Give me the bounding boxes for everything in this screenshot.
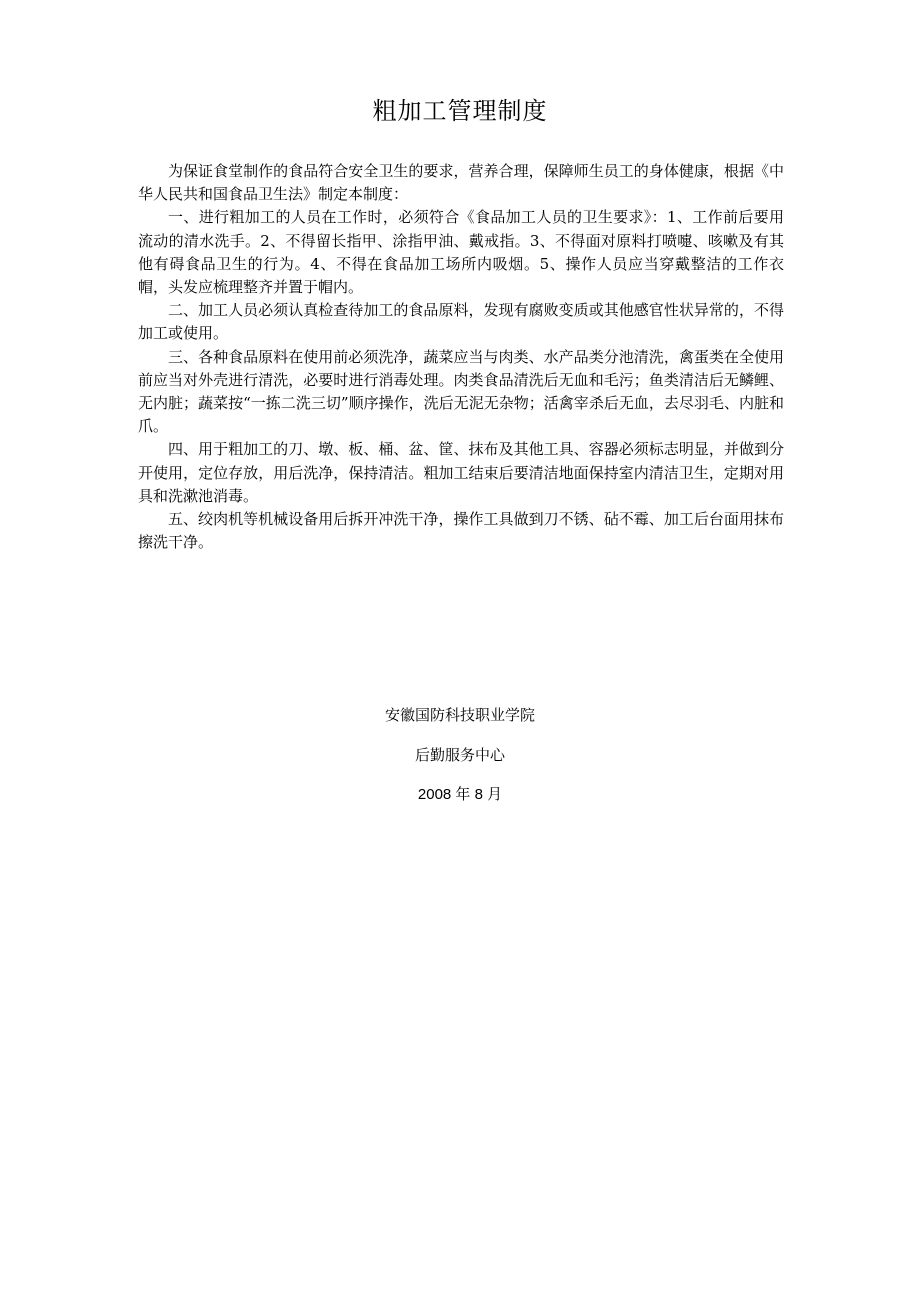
footer-date: 2008 年 8 月 bbox=[417, 786, 503, 803]
rule-paragraph-3: 三、各种食品原料在使用前必须洗净，蔬菜应当与肉类、水产品类分池清洗，禽蛋类在全使用前应当对外壳进行清洗，必要时进行消毒处理。肉类食品清洗后无血和毛污；鱼类清洁后无鳞鲤、无内脏；蔬菜按“一拣二洗三切”顺序操作，洗后无泥无杂物；活禽宰杀后无血，去尽羽毛、内脏和爪。 bbox=[138, 347, 784, 436]
footer-department: 后勤服务中心 bbox=[414, 746, 505, 764]
rule-paragraph-2: 二、加工人员必须认真检查待加工的食品原料，发现有腐败变质或其他感官性状异常的，不得加工或使用。 bbox=[138, 301, 784, 343]
document-title: 粗加工管理制度 bbox=[372, 97, 548, 125]
document-body bbox=[138, 160, 784, 554]
footer-organization: 安徽国防科技职业学院 bbox=[384, 706, 535, 724]
rule-paragraph-1: 一、进行粗加工的人员在工作时，必须符合《食品加工人员的卫生要求》：1、工作前后要用流动的清水洗手。2、不得留长指甲、涂指甲油、戴戒指。3、不得面对原料打喷嚏、咳嗽及有其他有碍食品卫生的行为。4、不得在食品加工场所内吸烟。5、操作人员应当穿戴整洁的工作衣帽，头发应梳理整齐并置于帽内。 bbox=[138, 208, 784, 297]
rule-paragraph-4: 四、用于粗加工的刀、墩、板、桶、盆、筐、抹布及其他工具、容器必须标志明显，并做到分开使用，定位存放，用后洗净，保持清洁。粗加工结束后要清洁地面保持室内清洁卫生，定期对用具和洗漱池消毒。 bbox=[138, 440, 784, 505]
rule-paragraph-5: 五、绞肉机等机械设备用后拆开冲洗干净，操作工具做到刀不锈、砧不霉、加工后台面用抹布擦洗干净。 bbox=[138, 510, 784, 552]
intro-paragraph: 为保证食堂制作的食品符合安全卫生的要求，营养合理，保障师生员工的身体健康，根据《中华人民共和国食品卫生法》制定本制度： bbox=[138, 162, 784, 204]
